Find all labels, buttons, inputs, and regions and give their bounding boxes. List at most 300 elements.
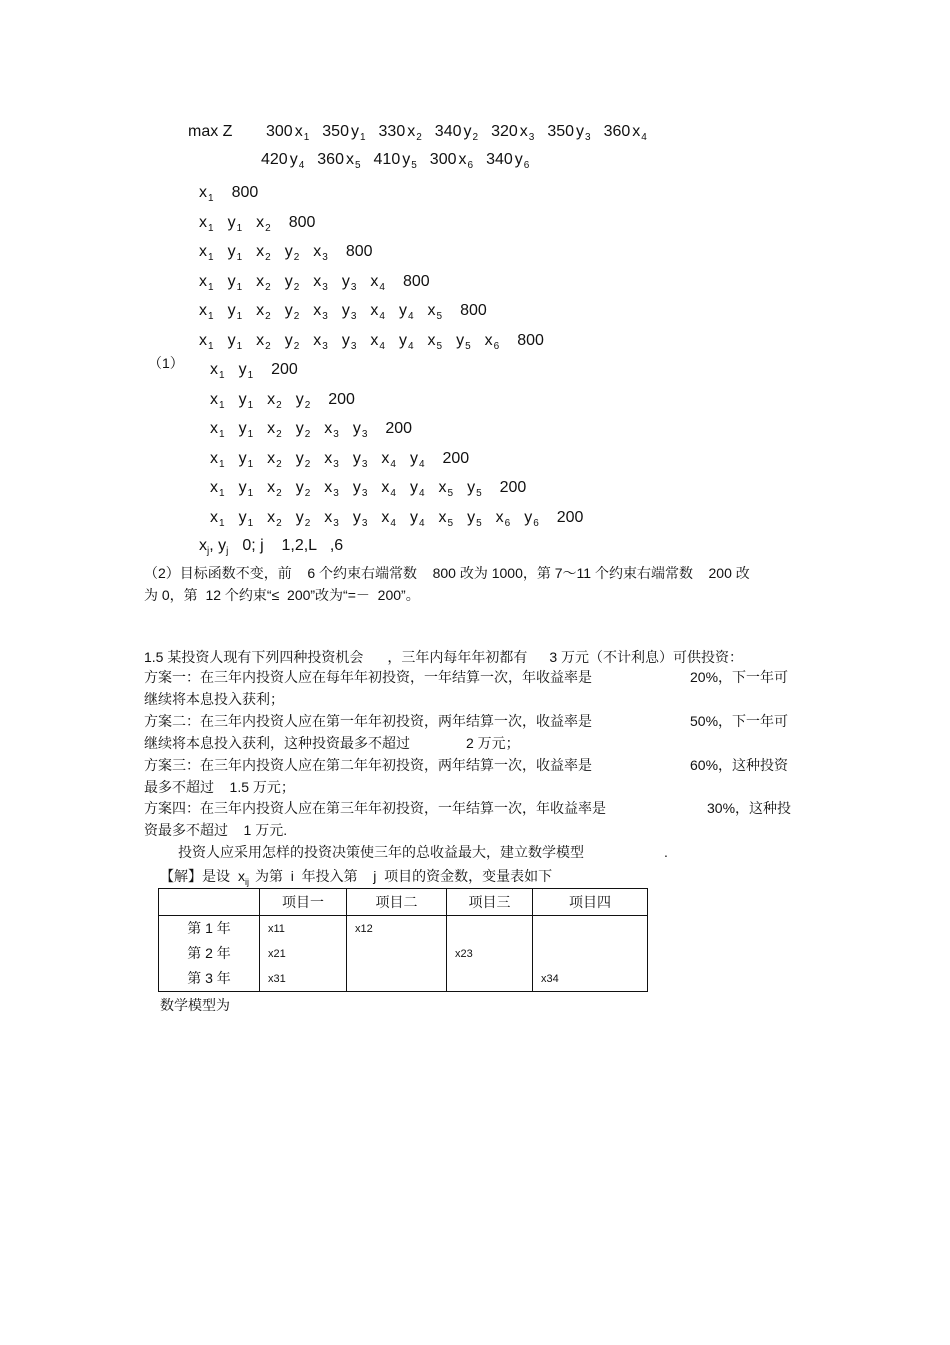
- variable-letter: y: [227, 332, 236, 349]
- intro-a: 1.5 某投资人现有下列四种投资机会: [144, 649, 364, 665]
- constraint-variable: [210, 390, 225, 416]
- term-subscript: 3: [585, 132, 591, 143]
- term-subscript: 1: [359, 132, 366, 143]
- variable-subscript: 2: [276, 488, 282, 499]
- constraint-variable: [285, 301, 300, 327]
- constraint-variable: [524, 508, 539, 534]
- constraint-variable: [467, 508, 482, 534]
- constraint-rhs: 200: [328, 391, 355, 408]
- constraint-variable: [381, 449, 396, 475]
- table-cell: x23: [455, 948, 473, 960]
- variable-subscript: 4: [390, 518, 396, 529]
- model-label: 数学模型为: [160, 997, 230, 1013]
- constraint-variable: [199, 272, 214, 298]
- variable-subscript: 1: [247, 488, 254, 499]
- constraint-variable: [239, 419, 254, 445]
- constraint-row: [199, 272, 430, 298]
- col-project-1: [260, 916, 347, 992]
- table-cell: x12: [355, 923, 373, 935]
- constraint-variable: [353, 478, 368, 504]
- variable-subscript: 3: [322, 341, 328, 352]
- constraint-variable: [342, 331, 357, 357]
- variable-letter: x: [210, 361, 218, 378]
- constraint-variable: [239, 449, 254, 475]
- constraint-variable: [381, 508, 396, 534]
- variable-subscript: 3: [361, 429, 368, 440]
- variable-subscript: 1: [208, 252, 214, 263]
- constraint-rhs: 800: [231, 184, 259, 201]
- variable-letter: x: [256, 214, 265, 231]
- term-variable: x: [519, 123, 528, 140]
- variable-letter: x: [438, 479, 447, 496]
- variable-subscript: 3: [361, 488, 368, 499]
- objective-term: [430, 150, 473, 176]
- constraint-variable: [313, 331, 328, 357]
- variable-subscript: 2: [293, 282, 300, 293]
- variable-subscript: 1: [219, 429, 225, 440]
- table-header-cell: [159, 889, 260, 916]
- constraint-rhs: 800: [517, 332, 544, 349]
- variable-subscript: 2: [265, 311, 271, 322]
- constraint-variable: [228, 242, 243, 268]
- objective-term: [491, 122, 534, 148]
- plan1-line-b: 20%，下一年可: [690, 669, 789, 685]
- constraint-variable: [296, 390, 311, 416]
- variable-subscript: 1: [236, 311, 243, 322]
- variable-letter: x: [199, 184, 207, 201]
- variable-subscript: 5: [465, 341, 471, 352]
- constraint-variable: [285, 242, 300, 268]
- variable-subscript: 1: [247, 518, 254, 529]
- variable-subscript: 1: [208, 341, 214, 352]
- constraint-row: [199, 331, 544, 357]
- variable-letter: x: [495, 509, 504, 526]
- constraint-variable: [342, 301, 357, 327]
- constraint-variable: [256, 272, 271, 298]
- variable-letter: x: [313, 273, 322, 290]
- intro-b: ，三年内每年年初都有: [387, 649, 528, 665]
- variable-subscript: 4: [379, 341, 385, 352]
- term-subscript: 2: [416, 132, 422, 143]
- table-header-cell: 项目一: [260, 889, 347, 916]
- variable-subscript: 2: [304, 488, 311, 499]
- variable-letter: x: [427, 332, 436, 349]
- objective-term: [266, 122, 309, 148]
- constraint-variable: [381, 478, 396, 504]
- variable-subscript: 2: [304, 518, 311, 529]
- variable-subscript: 3: [361, 459, 368, 470]
- constraint-variable: [256, 213, 271, 239]
- intro-c: 3 万元（不计利息）可供投资：: [549, 649, 744, 665]
- variable-letter: x: [199, 214, 207, 231]
- variable-letter: y: [352, 450, 361, 467]
- objective-term: [435, 122, 478, 148]
- constraint-variable: [399, 331, 414, 357]
- constraint-variable: [228, 272, 243, 298]
- variable-subscript: 5: [447, 488, 454, 499]
- constraint-rhs: 200: [385, 420, 413, 437]
- constraint-variable: [267, 390, 282, 416]
- plan4-line-b: 30%，这种投: [707, 800, 792, 816]
- variable-letter: y: [295, 420, 304, 437]
- table-row: [159, 916, 648, 992]
- variable-subscript: 1: [247, 400, 254, 411]
- term-coefficient: 420: [261, 151, 288, 168]
- objective-term: [486, 150, 529, 176]
- variable-subscript: 1: [247, 370, 254, 381]
- term-subscript: 6: [523, 160, 530, 171]
- variable-letter: y: [352, 509, 361, 526]
- variable-letter: y: [227, 273, 236, 290]
- table-header-cell: 项目二: [347, 889, 447, 916]
- constraint-variable: [267, 419, 282, 445]
- constraint-variable: [256, 242, 271, 268]
- constraint-variable: [410, 508, 425, 534]
- constraint-variable: [399, 301, 414, 327]
- constraint-variable: [267, 449, 282, 475]
- variable-letter: x: [313, 302, 322, 319]
- part2-line-1: （2）目标函数不变，前 6 个约束右端常数 800 改为 1000，第 7～11 个约束右端常数 200 改: [144, 565, 750, 581]
- constraint-variable: [199, 242, 214, 268]
- term-subscript: 3: [528, 132, 535, 143]
- variable-letter: y: [238, 420, 247, 437]
- variable-table: [158, 888, 648, 992]
- variable-subscript: 2: [304, 429, 311, 440]
- plan3-line-b: 60%，这种投资: [690, 757, 789, 773]
- constraint-variable: [285, 272, 300, 298]
- variable-subscript: 4: [379, 311, 385, 322]
- variable-subscript: 1: [236, 223, 243, 234]
- term-coefficient: 320: [491, 123, 518, 140]
- table-cell: x34: [541, 973, 559, 985]
- part1-label: （1）: [148, 355, 184, 371]
- constraint-variable: [228, 331, 243, 357]
- variable-subscript: 3: [322, 252, 328, 263]
- table-cell: [533, 916, 647, 941]
- variable-subscript: 5: [436, 311, 443, 322]
- variable-subscript: 2: [265, 223, 271, 234]
- variable-letter: x: [381, 509, 390, 526]
- constraint-variable: [342, 272, 357, 298]
- variable-letter: y: [238, 361, 247, 378]
- variable-subscript: 6: [504, 518, 511, 529]
- variable-letter: x: [267, 391, 276, 408]
- variable-subscript: 3: [333, 429, 339, 440]
- term-coefficient: 340: [434, 123, 462, 140]
- constraint-variable: [439, 508, 454, 534]
- term-coefficient: 300: [266, 123, 293, 140]
- constraint-variable: [256, 331, 271, 357]
- constraint-variable: [313, 242, 328, 268]
- row-label: 第 2 年: [187, 945, 231, 961]
- variable-letter: y: [227, 243, 236, 260]
- constraint-variable: [239, 508, 254, 534]
- constraint-row: [210, 449, 469, 475]
- variable-subscript: 4: [418, 518, 425, 529]
- variable-subscript: 2: [293, 252, 300, 263]
- variable-letter: x: [210, 391, 218, 408]
- constraint-rhs: 200: [499, 479, 527, 496]
- constraint-row: [210, 390, 355, 416]
- variable-subscript: 2: [265, 282, 271, 293]
- term-coefficient: 350: [322, 123, 349, 140]
- constraint-variable: [410, 449, 425, 475]
- variable-letter: y: [295, 450, 304, 467]
- constraint-variable: [210, 478, 225, 504]
- variable-letter: x: [210, 420, 218, 437]
- variable-subscript: 1: [208, 193, 214, 204]
- table-header-row: [159, 889, 648, 916]
- term-coefficient: 410: [373, 151, 401, 168]
- table-cell: x11: [268, 923, 285, 935]
- variable-subscript: 1: [219, 459, 225, 470]
- variable-letter: y: [295, 509, 304, 526]
- plan2-line-a: 方案二：在三年内投资人应在第一年年初投资，两年结算一次，收益率是: [144, 713, 592, 729]
- term-subscript: 6: [467, 160, 474, 171]
- objective-terms-1: [266, 123, 660, 143]
- constraint-variable: [353, 419, 368, 445]
- term-variable: x: [632, 123, 641, 140]
- constraint-variable: [467, 478, 482, 504]
- objective-term: [379, 122, 422, 148]
- constraint-variable: [428, 331, 443, 357]
- table-header-cell: 项目三: [447, 889, 533, 916]
- row-label: 第 1 年: [187, 920, 231, 936]
- table-cell: [347, 966, 446, 991]
- variable-letter: x: [210, 509, 218, 526]
- constraint-variable: [199, 301, 214, 327]
- part2-line-2: 为 0，第 12 个约束“≤ 200”改为“=－ 200”。: [144, 587, 420, 603]
- constraint-variable: [353, 508, 368, 534]
- variable-letter: y: [238, 450, 247, 467]
- constraint-rhs: 800: [288, 214, 316, 231]
- variable-subscript: 3: [350, 341, 357, 352]
- variable-letter: x: [256, 243, 265, 260]
- variable-letter: y: [467, 509, 476, 526]
- variable-subscript: 4: [418, 488, 425, 499]
- constraint-variable: [370, 331, 385, 357]
- variable-letter: x: [427, 302, 436, 319]
- nonneg-var-x: x: [199, 537, 207, 554]
- table-header-cell: 项目四: [533, 889, 648, 916]
- nonneg-sub-y: j: [226, 546, 229, 558]
- variable-letter: y: [341, 273, 350, 290]
- variable-letter: x: [210, 479, 218, 496]
- term-variable: y: [402, 151, 411, 168]
- variable-letter: x: [370, 332, 379, 349]
- constraint-variable: [210, 508, 225, 534]
- variable-subscript: 1: [219, 488, 225, 499]
- constraint-rhs: 200: [271, 361, 298, 378]
- variable-letter: x: [370, 302, 379, 319]
- term-subscript: 5: [411, 160, 417, 171]
- table-cell: x31: [268, 973, 286, 985]
- constraint-variable: [296, 508, 311, 534]
- term-subscript: 4: [298, 160, 305, 171]
- term-variable: x: [294, 123, 303, 140]
- objective-term: [547, 122, 590, 148]
- constraint-row: [199, 242, 373, 268]
- plan1-line-c: 继续将本息投入获利；: [144, 691, 284, 707]
- constraint-variable: [228, 301, 243, 327]
- variable-subscript: 4: [390, 459, 396, 470]
- table-cell: x21: [268, 948, 286, 960]
- objective-lead: max Z: [188, 123, 233, 140]
- variable-subscript: 2: [265, 341, 271, 352]
- plan3-line-c: 最多不超过 1.5 万元；: [144, 779, 295, 795]
- constraint-variable: [313, 272, 328, 298]
- variable-letter: x: [256, 332, 265, 349]
- row-labels: [159, 916, 260, 992]
- variable-letter: x: [324, 420, 333, 437]
- variable-letter: y: [467, 479, 476, 496]
- variable-letter: x: [313, 243, 322, 260]
- variable-letter: y: [409, 450, 418, 467]
- constraint-variable: [199, 331, 214, 357]
- variable-letter: x: [324, 479, 333, 496]
- variable-letter: y: [409, 479, 418, 496]
- variable-letter: y: [341, 332, 350, 349]
- variable-letter: x: [267, 479, 276, 496]
- constraint-variable: [456, 331, 471, 357]
- term-variable: y: [350, 123, 359, 140]
- variable-subscript: 2: [276, 518, 282, 529]
- variable-subscript: 6: [533, 518, 539, 529]
- nonneg-sep: , y: [209, 537, 227, 554]
- objective-term: [374, 150, 417, 176]
- variable-subscript: 2: [276, 400, 282, 411]
- constraint-rhs: 200: [556, 509, 584, 526]
- constraint-variable: [210, 419, 225, 445]
- variable-letter: x: [199, 302, 207, 319]
- constraint-variable: [296, 478, 311, 504]
- constraint-variable: [324, 508, 339, 534]
- variable-letter: x: [324, 509, 333, 526]
- term-variable: x: [345, 151, 354, 168]
- variable-letter: y: [295, 479, 304, 496]
- constraint-variable: [267, 478, 282, 504]
- variable-subscript: 5: [476, 488, 482, 499]
- problem-intro: [144, 646, 743, 668]
- variable-subscript: 1: [236, 252, 243, 263]
- variable-subscript: 4: [407, 311, 414, 322]
- constraint-variable: [370, 301, 385, 327]
- variable-subscript: 5: [436, 341, 443, 352]
- solution-a: 【解】是设: [160, 868, 230, 884]
- plan1-line-a: 方案一：在三年内投资人应在每年年初投资，一年结算一次，年收益率是: [144, 669, 592, 685]
- variable-letter: y: [524, 509, 533, 526]
- variable-letter: y: [341, 302, 350, 319]
- variable-letter: x: [210, 450, 218, 467]
- variable-subscript: 2: [304, 459, 311, 470]
- variable-subscript: 2: [276, 429, 282, 440]
- term-variable: y: [576, 123, 585, 140]
- constraint-variable: [199, 213, 214, 239]
- variable-subscript: 4: [418, 459, 425, 470]
- variable-letter: y: [284, 332, 293, 349]
- variable-subscript: 5: [476, 518, 482, 529]
- term-coefficient: 360: [317, 151, 344, 168]
- solution-b: 为第 i 年投入第 j 项目的资金数，变量表如下: [255, 868, 553, 884]
- variable-letter: x: [267, 509, 276, 526]
- constraint-variable: [267, 508, 282, 534]
- variable-subscript: 3: [333, 518, 339, 529]
- term-variable: y: [289, 151, 298, 168]
- variable-letter: y: [284, 273, 293, 290]
- solution-sub: ij: [245, 876, 249, 887]
- col-project-2: [347, 916, 447, 992]
- plan2-line-d: 2 万元；: [466, 735, 520, 751]
- table-cell: [347, 941, 446, 966]
- variable-letter: x: [199, 332, 207, 349]
- variable-subscript: 3: [361, 518, 368, 529]
- term-variable: y: [463, 123, 472, 140]
- variable-letter: y: [398, 332, 407, 349]
- term-subscript: 1: [303, 132, 310, 143]
- constraint-variable: [428, 301, 443, 327]
- constraint-variable: [324, 449, 339, 475]
- constraint-variable: [296, 449, 311, 475]
- variable-subscript: 3: [333, 488, 339, 499]
- variable-letter: y: [284, 302, 293, 319]
- table-cell: [533, 941, 647, 966]
- variable-subscript: 1: [208, 311, 214, 322]
- nonnegativity-constraint: [199, 536, 343, 562]
- term-variable: x: [407, 123, 416, 140]
- variable-letter: x: [484, 332, 493, 349]
- objective-term: [322, 122, 365, 148]
- variable-letter: y: [352, 420, 361, 437]
- variable-letter: y: [295, 391, 304, 408]
- constraint-variable: [353, 449, 368, 475]
- variable-letter: y: [398, 302, 407, 319]
- constraint-variable: [496, 508, 511, 534]
- constraint-variable: [285, 331, 300, 357]
- variable-subscript: 6: [493, 341, 500, 352]
- variable-letter: x: [267, 420, 276, 437]
- variable-subscript: 1: [208, 282, 214, 293]
- variable-letter: y: [238, 509, 247, 526]
- variable-subscript: 3: [350, 311, 357, 322]
- nonneg-sub-x: j: [207, 546, 210, 558]
- table-cell: [447, 966, 532, 991]
- constraint-variable: [256, 301, 271, 327]
- constraint-variable: [485, 331, 500, 357]
- constraint-variable: [210, 360, 225, 386]
- variable-letter: y: [238, 391, 247, 408]
- table-cell: [447, 916, 532, 941]
- variable-letter: x: [313, 332, 322, 349]
- constraint-row: [210, 360, 298, 386]
- constraint-rhs: 800: [345, 243, 373, 260]
- variable-subscript: 1: [219, 370, 225, 381]
- constraint-rhs: 800: [402, 273, 430, 290]
- variable-subscript: 1: [219, 400, 225, 411]
- constraint-variable: [439, 478, 454, 504]
- variable-letter: x: [438, 509, 447, 526]
- term-coefficient: 360: [603, 123, 631, 140]
- variable-letter: y: [227, 302, 236, 319]
- variable-subscript: 4: [379, 282, 385, 293]
- variable-subscript: 1: [247, 429, 254, 440]
- variable-letter: y: [352, 479, 361, 496]
- variable-subscript: 3: [350, 282, 357, 293]
- solution-var: x: [238, 868, 245, 884]
- question-text: 投资人应采用怎样的投资决策使三年的总收益最大，建立数学模型: [178, 844, 584, 860]
- objective-term: [317, 150, 360, 176]
- variable-subscript: 3: [322, 311, 328, 322]
- variable-subscript: 2: [293, 311, 300, 322]
